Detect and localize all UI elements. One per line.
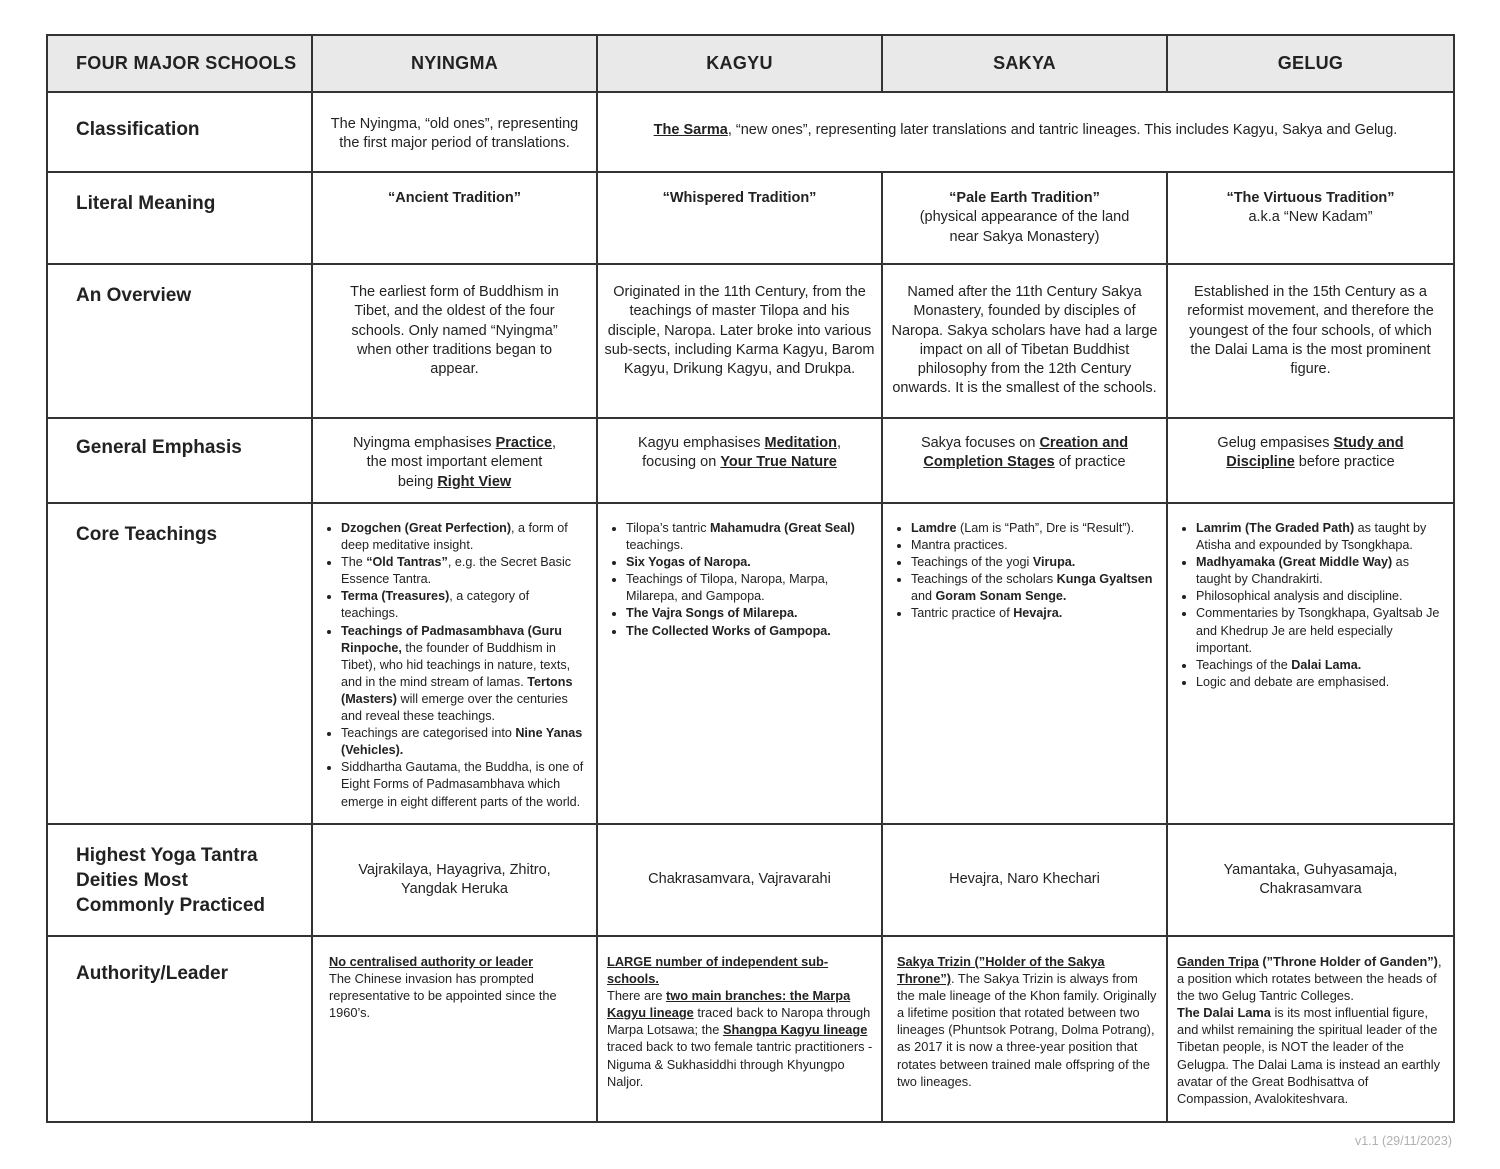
teaching-text: (Lam is “Path”, Dre is “Result”).: [956, 521, 1135, 535]
list-item: [626, 605, 873, 622]
list-item: [341, 623, 588, 726]
row-classification: [47, 92, 1454, 172]
authority-text: , a position which rotates between the heads of the two Gelug Tantric Colleges.: [1177, 954, 1442, 1004]
teaching-text: Tantric practice of: [911, 606, 1014, 621]
list-item: [911, 571, 1158, 605]
teaching-term: Six Yogas of Naropa.: [626, 555, 751, 570]
teaching-text: teachings.: [626, 538, 684, 553]
authority-kagyu: [597, 936, 882, 1122]
row-overview: [47, 264, 1454, 418]
teaching-text: Commentaries by Tsongkhapa, Gyaltsab Je and Khedrup Je are held especially important.: [1196, 606, 1440, 655]
core-list: [893, 520, 1158, 623]
core-sakya: [882, 503, 1167, 824]
list-item: [911, 537, 1158, 554]
emphasis-term: Right View: [437, 473, 512, 490]
list-item: [341, 759, 588, 810]
teaching-text: will emerge over the centuries and reveal these teachings.: [341, 691, 568, 724]
authority-dalai-lama: The Dalai Lama: [1177, 1005, 1271, 1021]
overview-kagyu: Originated in the 11th Century, from the teachings of master Tilopa and his disciple, Naropa. Later broke into various sub-sects, including Karma Kagyu, Barom Kagyu, Drikung Kagyu, and Drukpa.: [597, 264, 882, 418]
emphasis-nyingma: [312, 418, 597, 503]
list-item: [341, 725, 588, 759]
sarma-desc: , “new ones”, representing later translations and tantric lineages. This includes Kagyu, Sakya and Gelug.: [727, 122, 1398, 138]
authority-nyingma: [312, 936, 597, 1122]
row-label-classification: Classification: [47, 92, 312, 172]
header-sakya: SAKYA: [882, 35, 1167, 92]
row-label-core-teachings: Core Teachings: [47, 503, 312, 824]
schools-table: [46, 34, 1455, 1123]
authority-gelug: [1167, 936, 1454, 1122]
list-item: [1196, 554, 1445, 588]
row-core-teachings: [47, 503, 1454, 824]
authority-sakya: [882, 936, 1167, 1122]
teaching-term: Tertons (Masters): [341, 674, 573, 706]
list-item: [1196, 657, 1445, 674]
authority-text: traced back to two female tantric practitioners - Niguma & Sukhasiddhi through Khyungpo Naljor.: [607, 1039, 873, 1089]
row-label-deities: Highest Yoga Tantra Deities Most Commonly Practiced: [47, 824, 312, 936]
teaching-term: Nine Yanas (Vehicles).: [341, 726, 583, 758]
emphasis-text: Nyingma emphasises: [352, 435, 496, 451]
teaching-term: Virupa.: [1032, 555, 1076, 570]
list-item: [341, 520, 588, 554]
core-kagyu: [597, 503, 882, 824]
overview-sakya: Named after the 11th Century Sakya Monastery, founded by disciples of Naropa. Sakya scholars have had a large impact on all of Tibetan Buddhist philosophy from the 12th Century onwards. It is the smallest of the schools.: [882, 264, 1167, 418]
literal-gelug-note: a.k.a “New Kadam”: [1248, 209, 1373, 226]
teaching-term: Terma (Treasures): [341, 589, 450, 604]
teaching-text: Teachings of Tilopa, Naropa, Marpa, Milarepa, and Gampopa.: [626, 572, 829, 604]
teaching-text: and: [911, 589, 936, 604]
teaching-term: Hevajra.: [1013, 606, 1063, 621]
teaching-term: “Old Tantras”: [366, 555, 448, 570]
teaching-term: Kunga Gyaltsen: [1056, 572, 1153, 587]
authority-term: two main branches: the Marpa Kagyu lineage: [607, 988, 851, 1021]
core-list: [608, 520, 873, 640]
core-list: [1178, 520, 1445, 691]
teaching-text: The: [341, 555, 367, 570]
emphasis-text: of practice: [1054, 454, 1126, 471]
list-item: [1196, 588, 1445, 605]
authority-text: There are: [607, 988, 667, 1004]
teaching-term: Mahamudra (Great Seal): [710, 521, 855, 535]
header-gelug: GELUG: [1167, 35, 1454, 92]
teaching-text: , a form of deep meditative insight.: [341, 521, 568, 553]
emphasis-gelug: [1167, 418, 1454, 503]
authority-term: Shangpa Kagyu lineage: [722, 1022, 868, 1038]
literal-nyingma: [312, 172, 597, 264]
literal-sakya-title: “Pale Earth Tradition”: [949, 190, 1100, 206]
list-item: [626, 554, 873, 571]
literal-gelug: [1167, 172, 1454, 264]
literal-kagyu: [597, 172, 882, 264]
list-item: [1196, 605, 1445, 656]
emphasis-sakya: [882, 418, 1167, 503]
teaching-text: , a category of teachings.: [341, 589, 530, 621]
teaching-text: as taught by Chandrakirti.: [1196, 555, 1409, 587]
teaching-text: as taught by Atisha and expounded by Tsongkhapa.: [1196, 521, 1427, 553]
deities-nyingma: Vajrakilaya, Hayagriva, Zhitro, Yangdak Heruka: [312, 824, 597, 936]
row-label-general-emphasis: General Emphasis: [47, 418, 312, 503]
emphasis-kagyu: [597, 418, 882, 503]
row-authority: [47, 936, 1454, 1122]
teaching-term: Goram Sonam Senge.: [935, 589, 1067, 604]
teaching-text: Tilopa’s tantric: [626, 521, 710, 535]
overview-nyingma: The earliest form of Buddhism in Tibet, and the oldest of the four schools. Only named “Nyingma” when other traditions began to appear.: [312, 264, 597, 418]
teaching-text: Teachings of the: [1196, 657, 1292, 672]
deities-kagyu: Chakrasamvara, Vajravarahi: [597, 824, 882, 936]
deities-gelug: Yamantaka, Guhyasamaja, Chakrasamvara: [1167, 824, 1454, 936]
row-deities: [47, 824, 1454, 936]
teaching-text: Teachings of the scholars: [911, 572, 1057, 587]
list-item: [626, 520, 873, 554]
version-label: v1.1 (29/11/2023): [1354, 1134, 1452, 1148]
teaching-text: Siddhartha Gautama, the Buddha, is one of Eight Forms of Padmasambhava which emerge in eight different parts of the world.: [341, 760, 584, 809]
emphasis-text: , the most important element being: [366, 435, 557, 490]
emphasis-text: before practice: [1294, 454, 1395, 471]
emphasis-term: Meditation: [764, 435, 837, 451]
teaching-text: Mantra practices.: [911, 538, 1008, 553]
authority-sakya-head: Sakya Trizin (”Holder of the Sakya Throne”): [897, 954, 1105, 987]
literal-kagyu-title: “Whispered Tradition”: [662, 190, 817, 206]
list-item: [626, 571, 873, 605]
teaching-term: Dzogchen (Great Perfection): [341, 521, 512, 535]
row-general-emphasis: [47, 418, 1454, 503]
teaching-term: Lamdre: [911, 521, 957, 535]
teaching-term: The Vajra Songs of Milarepa.: [626, 606, 798, 621]
teaching-text: , e.g. the Secret Basic Essence Tantra.: [341, 555, 572, 587]
authority-nyingma-head: No centralised authority or leader: [329, 954, 534, 969]
header-row: [47, 35, 1454, 92]
teaching-term: The Collected Works of Gampopa.: [626, 623, 831, 638]
list-item: [1196, 520, 1445, 554]
teaching-term: Dalai Lama.: [1291, 657, 1362, 672]
teaching-text: Logic and debate are emphasised.: [1196, 674, 1390, 689]
emphasis-text: Gelug empasises: [1217, 435, 1334, 451]
literal-nyingma-title: “Ancient Tradition”: [388, 190, 521, 206]
authority-text: traced back to Naropa through Marpa Lotsawa; the: [607, 1005, 871, 1038]
row-label-overview: An Overview: [47, 264, 312, 418]
authority-sakya-text: . The Sakya Trizin is always from the male lineage of the Khon family. Originally a lifetime position that rotated between two lineages (Phuntsok Potrang, Dolma Potrang), as 2017 it is now a three-year position that rotates between trained male offspring of the two lineages.: [897, 971, 1157, 1089]
core-nyingma: [312, 503, 597, 824]
core-list: [323, 520, 588, 811]
overview-gelug: Established in the 15th Century as a reformist movement, and therefore the youngest of the four schools, of which the Dalai Lama is the most prominent figure.: [1167, 264, 1454, 418]
teaching-text: Teachings are categorised into: [341, 726, 516, 741]
teaching-text: the founder of Buddhism in Tibet), who hid teachings in nature, texts, and in the mind stream of lamas.: [341, 640, 571, 689]
emphasis-term: Your True Nature: [720, 454, 837, 471]
literal-sakya-note: (physical appearance of the land near Sakya Monastery): [919, 209, 1130, 245]
emphasis-term: Practice: [495, 435, 553, 451]
sarma-term: The Sarma: [653, 122, 728, 138]
authority-gelug-head2: (”Throne Holder of Ganden”): [1258, 954, 1438, 969]
authority-gelug-head: Ganden Tripa: [1177, 954, 1259, 969]
authority-text: is its most influential figure, and whilst remaining the spiritual leader of the Tibetan people, is NOT the leader of the Gelugpa. The Dalai Lama is instead an earthly avatar of the Great Bodhisattva of Compassion, Avalokiteshvara.: [1177, 1005, 1440, 1106]
list-item: [626, 623, 873, 640]
teaching-text: Philosophical analysis and discipline.: [1196, 589, 1403, 604]
emphasis-term: Study and Discipline: [1226, 435, 1404, 471]
teaching-text: Teachings of the yogi: [911, 555, 1033, 570]
emphasis-text: , focusing on: [642, 435, 842, 471]
list-item: [911, 520, 1158, 537]
authority-kagyu-head: LARGE number of independent sub-schools.: [607, 954, 829, 987]
row-literal-meaning: [47, 172, 1454, 264]
header-nyingma: NYINGMA: [312, 35, 597, 92]
literal-gelug-title: “The Virtuous Tradition”: [1226, 190, 1395, 206]
header-kagyu: KAGYU: [597, 35, 882, 92]
classification-nyingma: The Nyingma, “old ones”, representing the first major period of translations.: [312, 92, 597, 172]
row-label-literal-meaning: Literal Meaning: [47, 172, 312, 264]
emphasis-text: Kagyu emphasises: [637, 435, 765, 451]
list-item: [1196, 674, 1445, 691]
teaching-term: Teachings of Padmasambhava (Guru Rinpoche,: [341, 623, 562, 655]
literal-sakya: [882, 172, 1167, 264]
list-item: [911, 554, 1158, 571]
teaching-term: Lamrim (The Graded Path): [1196, 521, 1355, 535]
row-label-authority: Authority/Leader: [47, 936, 312, 1122]
list-item: [911, 605, 1158, 622]
header-four-major-schools: FOUR MAJOR SCHOOLS: [47, 35, 312, 92]
deities-sakya: Hevajra, Naro Khechari: [882, 824, 1167, 936]
authority-nyingma-text: The Chinese invasion has prompted representative to be appointed since the 1960’s.: [329, 971, 557, 1021]
list-item: [341, 554, 588, 588]
core-gelug: [1167, 503, 1454, 824]
teaching-term: Madhyamaka (Great Middle Way): [1196, 555, 1393, 570]
emphasis-term: Creation and Completion Stages: [923, 435, 1129, 471]
emphasis-text: Sakya focuses on: [920, 435, 1040, 451]
classification-sarma: [597, 92, 1454, 172]
list-item: [341, 588, 588, 622]
